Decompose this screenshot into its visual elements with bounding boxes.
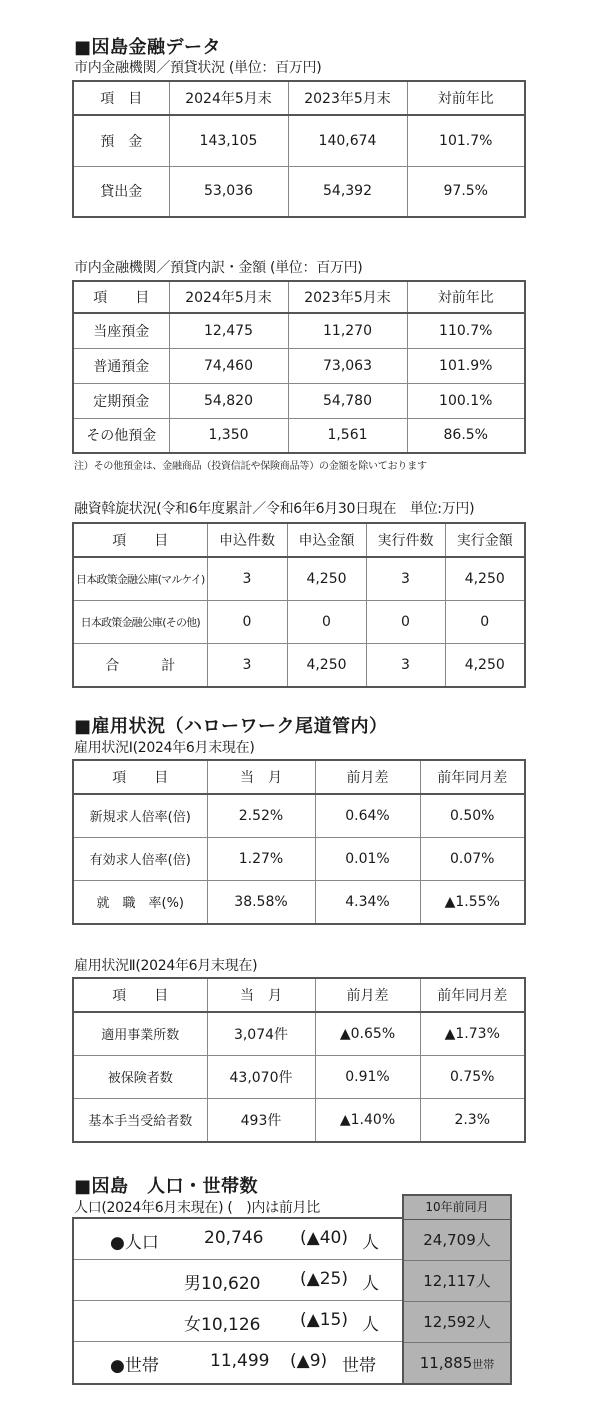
table-cell: 0.64% [315, 794, 420, 837]
employment-table1 [72, 759, 526, 925]
row-label: 適用事業所数 [73, 1012, 207, 1055]
table-header-row [73, 281, 525, 313]
population-label: ●人口 [110, 1233, 159, 1253]
header-cell: 項 目 [73, 760, 207, 794]
table-header-row [73, 760, 525, 794]
finance-section-title: ■因島金融データ [74, 37, 222, 58]
table-cell: 1,561 [288, 418, 407, 453]
row-label: 日本政策金融公庫(マルケイ) [73, 557, 207, 600]
population-label: 女 [184, 1315, 201, 1335]
table-row [73, 348, 525, 383]
table-cell: 100.1% [407, 383, 525, 418]
deposit-breakdown-table [72, 280, 526, 454]
table-cell: 140,674 [288, 115, 407, 166]
table-row [73, 166, 525, 217]
population-change: (▲9) [290, 1351, 328, 1371]
population-unit: 世帯 [342, 1356, 376, 1376]
table-header-row [73, 978, 525, 1012]
deposits-loans-table [72, 80, 526, 218]
header-cell: 前月差 [315, 760, 420, 794]
population-row-households [74, 1342, 404, 1382]
table-cell: 2.3% [420, 1098, 525, 1142]
table-row [73, 1055, 525, 1098]
employment-table1-caption: 雇用状況Ⅰ(2024年6月末現在) [74, 740, 255, 756]
table-header-row [73, 523, 525, 557]
population-row-total [74, 1219, 404, 1260]
row-label: 定期預金 [73, 383, 169, 418]
table-row [73, 418, 525, 453]
population-value: 10,126 [201, 1315, 261, 1335]
employment-table2-caption: 雇用状況Ⅱ(2024年6月末現在) [74, 958, 258, 974]
table-cell: 3 [207, 557, 287, 600]
table-cell: 12,475 [169, 313, 288, 348]
table-row [73, 880, 525, 924]
table-cell: 4.34% [315, 880, 420, 924]
header-cell: 2024年5月末 [169, 281, 288, 313]
population-change: (▲40) [300, 1228, 348, 1248]
table-cell: 0 [366, 600, 445, 643]
table-cell: 0 [207, 600, 287, 643]
ten-year-cell [404, 1343, 510, 1383]
population-table [72, 1217, 406, 1385]
ten-year-column [402, 1194, 512, 1385]
row-label: 被保険者数 [73, 1055, 207, 1098]
row-label: その他預金 [73, 418, 169, 453]
employment-table2 [72, 977, 526, 1143]
header-cell: 項 目 [73, 978, 207, 1012]
header-cell: 項 目 [73, 523, 207, 557]
row-label: 貸出金 [73, 166, 169, 217]
header-cell: 対前年比 [407, 281, 525, 313]
header-cell: 項 目 [73, 81, 169, 115]
table-cell: ▲1.73% [420, 1012, 525, 1055]
population-label: ●世帯 [110, 1356, 159, 1376]
table-cell: 1,350 [169, 418, 288, 453]
ten-year-cell: 24,709人 [404, 1220, 510, 1261]
table-row [73, 1098, 525, 1142]
header-cell: 実行件数 [366, 523, 445, 557]
population-row-female [74, 1301, 404, 1342]
header-cell: 項 目 [73, 281, 169, 313]
table-cell: 0.50% [420, 794, 525, 837]
population-change: (▲25) [300, 1269, 348, 1289]
table-cell: 54,780 [288, 383, 407, 418]
ten-year-cell: 12,592人 [404, 1302, 510, 1343]
header-cell: 申込件数 [207, 523, 287, 557]
header-cell: 実行金額 [445, 523, 525, 557]
population-unit: 人 [362, 1274, 379, 1294]
header-cell: 申込金額 [287, 523, 366, 557]
table-cell: 2.52% [207, 794, 315, 837]
population-row-male [74, 1260, 404, 1301]
deposit-breakdown-note: 注）その他預金は、金融商品（投資信託や保険商品等）の金額を除いております [74, 461, 427, 472]
row-label: 日本政策金融公庫(その他) [73, 600, 207, 643]
table-row [73, 383, 525, 418]
header-cell: 前年同月差 [420, 978, 525, 1012]
table-row [73, 794, 525, 837]
table-cell: 0.91% [315, 1055, 420, 1098]
table-cell: 4,250 [445, 557, 525, 600]
row-label: 当座預金 [73, 313, 169, 348]
table-cell: 3 [366, 643, 445, 687]
population-value: 20,746 [204, 1228, 264, 1248]
table-cell: 110.7% [407, 313, 525, 348]
population-value: 10,620 [201, 1274, 261, 1294]
population-label: 男 [184, 1274, 201, 1294]
table-cell: 493件 [207, 1098, 315, 1142]
table-cell: 4,250 [287, 557, 366, 600]
table-row [73, 1012, 525, 1055]
table-row [73, 557, 525, 600]
header-cell: 前年同月差 [420, 760, 525, 794]
table-cell: 3,074件 [207, 1012, 315, 1055]
header-cell: 当 月 [207, 978, 315, 1012]
ten-year-unit: 世帯 [472, 1358, 495, 1371]
table-cell: 53,036 [169, 166, 288, 217]
table-row [73, 313, 525, 348]
ten-year-header: 10年前同月 [404, 1196, 510, 1220]
population-male-cell [184, 1269, 261, 1294]
table-cell: 97.5% [407, 166, 525, 217]
header-cell: 2024年5月末 [169, 81, 288, 115]
row-label: 合 計 [73, 643, 207, 687]
table-cell: ▲1.40% [315, 1098, 420, 1142]
table-cell: 4,250 [445, 643, 525, 687]
table-cell: ▲1.55% [420, 880, 525, 924]
table-header-row [73, 81, 525, 115]
table-cell: 0 [445, 600, 525, 643]
table-cell: 4,250 [287, 643, 366, 687]
row-label: 有効求人倍率(倍) [73, 837, 207, 880]
table-cell: 0.01% [315, 837, 420, 880]
loan-mediation-table [72, 522, 526, 688]
header-cell: 当 月 [207, 760, 315, 794]
table-cell: 54,820 [169, 383, 288, 418]
population-unit: 人 [362, 1315, 379, 1335]
table-cell: 101.7% [407, 115, 525, 166]
ten-year-value: 11,885 [419, 1354, 473, 1372]
table-cell: 74,460 [169, 348, 288, 383]
header-cell: 2023年5月末 [288, 281, 407, 313]
row-label: 新規求人倍率(倍) [73, 794, 207, 837]
table-cell: 143,105 [169, 115, 288, 166]
table-total-row [73, 643, 525, 687]
header-cell: 2023年5月末 [288, 81, 407, 115]
population-section-title: ■因島 人口・世帯数 [74, 1176, 259, 1197]
table-cell: 38.58% [207, 880, 315, 924]
row-label: 就 職 率(%) [73, 880, 207, 924]
ten-year-cell: 12,117人 [404, 1261, 510, 1302]
table-row [73, 600, 525, 643]
population-unit: 人 [362, 1233, 379, 1253]
row-label: 普通預金 [73, 348, 169, 383]
population-female-cell [184, 1310, 261, 1335]
row-label: 基本手当受給者数 [73, 1098, 207, 1142]
loan-mediation-caption: 融資斡旋状況(令和6年度累計／令和6年6月30日現在 単位:万円) [74, 501, 475, 517]
header-cell: 前月差 [315, 978, 420, 1012]
population-change: (▲15) [300, 1310, 348, 1330]
population-value: 11,499 [210, 1351, 270, 1371]
table-cell: 0.75% [420, 1055, 525, 1098]
table-cell: 1.27% [207, 837, 315, 880]
table-cell: ▲0.65% [315, 1012, 420, 1055]
header-cell: 対前年比 [407, 81, 525, 115]
table-cell: 3 [366, 557, 445, 600]
table-cell: 101.9% [407, 348, 525, 383]
table-row [73, 837, 525, 880]
row-label: 預 金 [73, 115, 169, 166]
table-cell: 0 [287, 600, 366, 643]
table-cell: 73,063 [288, 348, 407, 383]
table-row [73, 115, 525, 166]
table-cell: 43,070件 [207, 1055, 315, 1098]
population-caption: 人口(2024年6月末現在) ( )内は前月比 [74, 1200, 320, 1216]
deposits-loans-caption: 市内金融機関／預貸状況 (単位：百万円) [74, 60, 322, 76]
table-cell: 54,392 [288, 166, 407, 217]
table-cell: 0.07% [420, 837, 525, 880]
deposit-breakdown-caption: 市内金融機関／預貸内訳・金額 (単位：百万円) [74, 260, 363, 276]
table-cell: 86.5% [407, 418, 525, 453]
employment-section-title: ■雇用状況（ハローワーク尾道管内） [74, 716, 388, 737]
table-cell: 3 [207, 643, 287, 687]
table-cell: 11,270 [288, 313, 407, 348]
